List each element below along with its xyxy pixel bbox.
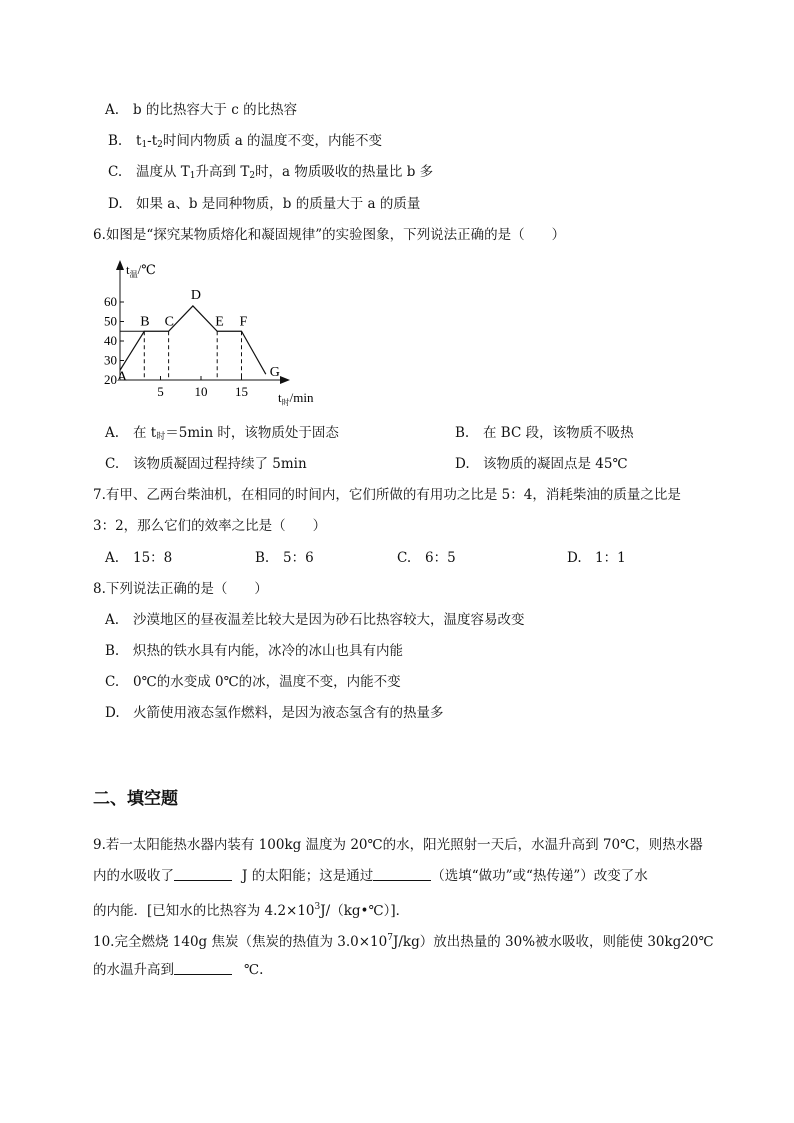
q6-option-c: C. 该物质凝固过程持续了 5min (105, 456, 307, 472)
chart-axes (104, 260, 314, 407)
chart-plot (117, 288, 280, 384)
q9-line2: 内的水吸收了 J 的太阳能；这是通过 （选填“做功”或“热传递”）改变了水 (93, 868, 648, 884)
option-letter: A. (105, 425, 120, 441)
q7-stem-line1: 7.有甲、乙两台柴油机，在相同的时间内，它们所做的有用功之比是 5：4，消耗柴油的质量之比是 (93, 487, 681, 503)
option-letter: D. (108, 196, 123, 212)
q5-option-a (105, 100, 297, 120)
point-label-c: C (164, 314, 174, 330)
y-axis-arrow (116, 260, 124, 270)
q7-option-a: A. 15：8 (105, 550, 173, 566)
point-label-g: G (269, 365, 280, 381)
option-text: 如果 a、b 是同种物质，b 的质量大于 a 的质量 (136, 196, 421, 212)
point-label-b: B (140, 314, 150, 330)
q9-line3: 的内能．[已知水的比热容为 $4.2\times 10^3J/(kg•℃)$]． (93, 902, 410, 919)
answer-blank[interactable] (174, 960, 232, 975)
y-tick-label: 40 (104, 333, 117, 348)
q6-option-b: B. 在 BC 段，该物质不吸热 (455, 425, 634, 441)
y-axis-label-sub: 温 (129, 270, 138, 279)
q5-option-b: B. $t_1-t_2$时间内物质 a 的温度不变，内能不变 (108, 133, 383, 150)
option-letter: A. (105, 102, 120, 118)
point-label-a: A (117, 369, 128, 385)
q9-line1: 9.若一太阳能热水器内装有 100kg 温度为 20℃的水，阳光照射一天后，水温升高到 70℃，则热水器 (93, 837, 703, 853)
section-heading: 二、填空题 (93, 789, 178, 809)
q8-option-d: D. 火箭使用液态氢作燃料，是因为液态氢含有的热量多 (105, 705, 444, 721)
q7-option-b: B. 5：6 (255, 550, 314, 566)
option-text: b 的比热容大于 c 的比热容 (133, 102, 298, 118)
x-tick-label: 5 (157, 384, 164, 399)
q8-stem: 8.下列说法正确的是（ ） (93, 581, 268, 597)
q10-line2: 的水温升高到 ℃. (93, 962, 264, 978)
point-label-f: F (239, 314, 248, 330)
y-tick-label: 20 (104, 372, 117, 387)
q8-option-a: A. 沙漠地区的昼夜温差比较大是因为砂石比热容较大，温度容易改变 (105, 612, 525, 628)
q7-stem-line2: 3：2，那么它们的效率之比是（ ） (93, 518, 327, 534)
answer-blank[interactable] (373, 866, 431, 881)
answer-blank[interactable] (174, 866, 232, 881)
q7-option-d: D. 1：1 (567, 550, 626, 566)
x-tick-label: 15 (235, 384, 248, 399)
q8-option-b: B. 炽热的铁水具有内能，冰冷的冰山也具有内能 (105, 643, 403, 659)
option-letter: C. (108, 164, 123, 180)
y-axis-label-unit: /℃ (137, 262, 156, 277)
point-label-e: E (215, 314, 224, 330)
y-tick-label: 50 (104, 313, 117, 329)
option-letter: D. (455, 456, 470, 472)
q5-option-d (108, 194, 420, 214)
point-label-d: D (190, 287, 202, 303)
y-axis-label: $t_温/℃$ (126, 262, 156, 279)
option-letter: B. (108, 133, 123, 149)
q7-option-c: C. 6：5 (397, 550, 456, 566)
option-letter: C. (105, 456, 120, 472)
q6-option-a: A. 在 $t_时=5\min$ 时，该物质处于固态 (105, 425, 339, 442)
y-tick-label: 60 (104, 294, 117, 309)
x-axis-label-sub: 时 (281, 398, 290, 407)
option-letter: B. (455, 425, 470, 441)
y-tick-label: 30 (104, 352, 117, 368)
x-axis-label: $t_时/\min$ (278, 390, 314, 407)
q5-option-c: C. 温度从 $T_1$升高到 $T_2$时，a 物质吸收的热量比 b 多 (108, 164, 434, 181)
melting-chart (90, 252, 320, 412)
x-tick-label: 10 (194, 384, 208, 399)
q8-option-c: C. 0℃的水变成 0℃的冰，温度不变，内能不变 (105, 674, 401, 690)
q10-line1: 10.完全燃烧 140g 焦炭（焦炭的热值为 $3.0\times 10^7J/kg$）放出热量的 30%被水吸收，则能使 30kg20℃ (93, 933, 714, 950)
x-axis-arrow (280, 376, 290, 384)
q6-stem: 6.如图是“探究某物质熔化和凝固规律”的实验图象，下列说法正确的是（ ） (93, 227, 566, 243)
q6-option-d: D. 该物质的凝固点是 45℃ (455, 456, 628, 472)
x-axis-label-unit: /min (289, 390, 314, 405)
